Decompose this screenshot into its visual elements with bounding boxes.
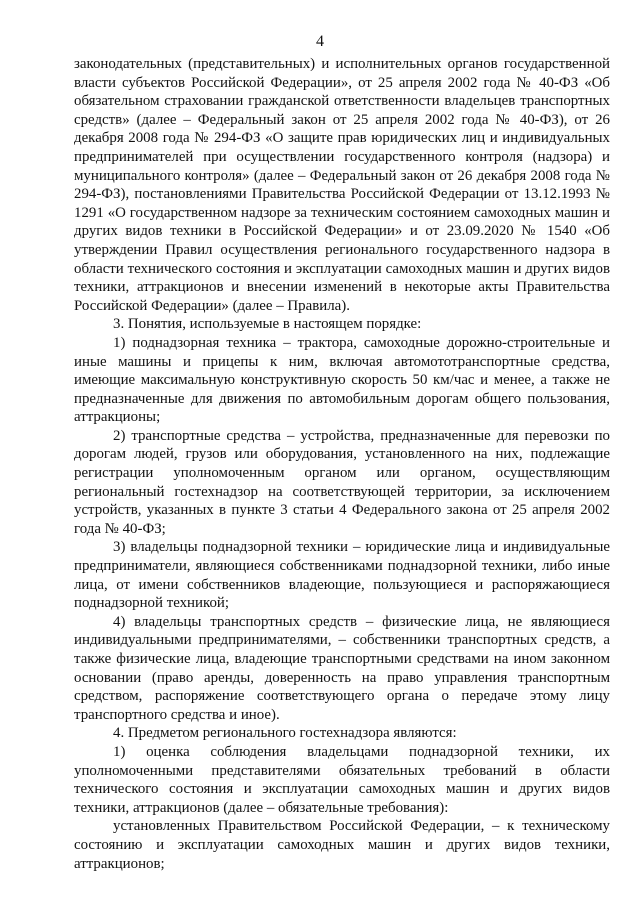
paragraph-section-3: 3. Понятия, используемые в настоящем порядке:	[113, 316, 422, 333]
paragraph-4-1: 1) оценка соблюдения владельцами поднадзорной техники, их уполномоченными представителями обязательных требований в области технического состояния и эксплуатации самоходных машин и других видов техники, аттракционов (далее – обязательные требования):	[74, 743, 610, 816]
paragraph-section-4: 4. Предметом регионального гостехнадзора являются:	[113, 725, 457, 742]
paragraph-3-3: 3) владельцы поднадзорной техники – юридические лица и индивидуальные предприниматели, являющиеся собственниками поднадзорной техники, либо иные лица, от имени собственников владеющие, пользующиеся и распоряжающиеся поднадзорной техникой;	[74, 539, 610, 612]
document-body	[74, 55, 610, 873]
paragraph-3-1: 1) поднадзорная техника – трактора, самоходные дорожно-строительные и иные машины и прицепы к ним, включая автомототранспортные средства, имеющие максимальную конструктивную скорость 50 км/час и менее, а также не предназначенные для движения по автомобильным дорогам общего пользования, аттракционы;	[74, 334, 610, 426]
page-number: 4	[316, 33, 324, 50]
paragraph-3-2: 2) транспортные средства – устройства, предназначенные для перевозки по дорогам людей, грузов или оборудования, установленного на них, подлежащие регистрации уполномоченным органом или органом, осуществляющим региональный гостехнадзор на соответствующей территории, за исключением устройств, указанных в пункте 3 статьи 4 Федерального закона от 25 апреля 2002 года № 40-ФЗ;	[74, 427, 610, 537]
paragraph-continuation: законодательных (представительных) и исполнительных органов государственной власти субъектов Российской Федерации», от 25 апреля 2002 года № 40-ФЗ «Об обязательном страховании гражданской ответственности владельцев транспортных средств» (далее – Федеральный закон от 25 апреля 2002 года № 40-ФЗ), от 26 декабря 2008 года № 294-ФЗ «О защите прав юридических лиц и индивидуальных предпринимателей при осуществлении государственного контроля (надзора) и муниципального контроля» (далее – Федеральный закон от 26 декабря 2008 года № 294-ФЗ), постановлениями Правительства Российской Федерации от 13.12.1993 № 1291 «О государственном надзоре за техническим состоянием самоходных машин и других видов техники в Российской Федерации» и от 23.09.2020 № 1540 «Об утверждении Правил осуществления регионального государственного надзора в области технического состояния и эксплуатации самоходных машин и других видов техники, аттракционов и внесении изменений в некоторые акты Правительства Российской Федерации» (далее – Правила).	[74, 56, 610, 314]
paragraph-4-1-a: установленных Правительством Российской Федерации, – к техническому состоянию и эксплуатации самоходных машин и других видов техники, аттракционов;	[74, 818, 610, 872]
paragraph-3-4: 4) владельцы транспортных средств – физические лица, не являющиеся индивидуальными предпринимателями, – собственники транспортных средств, а также физические лица, владеющие транспортными средствами на ином законном основании (право аренды, доверенность на право управления транспортным средством, распоряжение соответствующего органа о передаче этому лицу транспортного средства и иное).	[74, 613, 610, 723]
